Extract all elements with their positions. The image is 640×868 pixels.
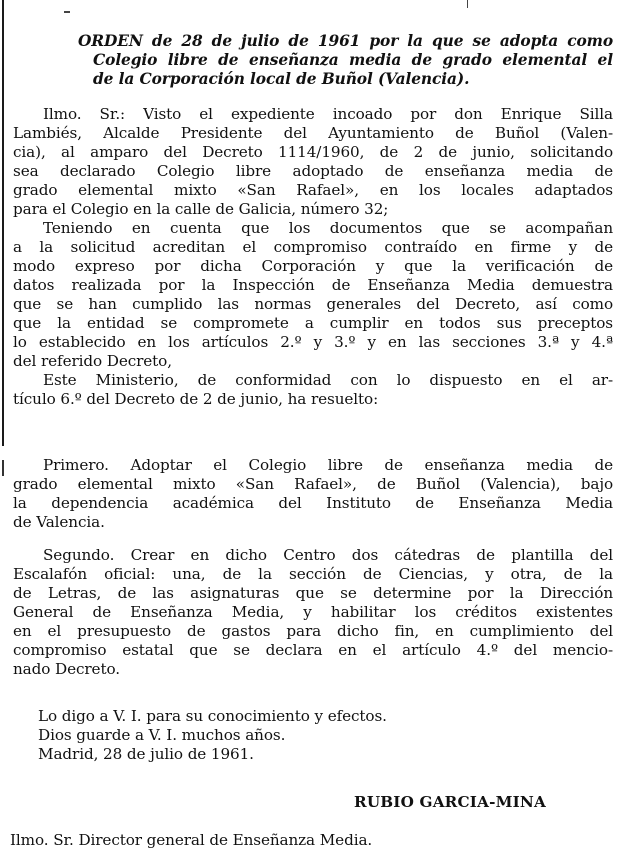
- body-line: nado Decreto.: [13, 660, 120, 678]
- body-line: Lambiés, Alcalde Presidente del Ayuntamiento de Buñol (Valen-: [13, 124, 613, 142]
- signature: RUBIO GARCIA-MINA: [354, 793, 546, 811]
- body-line: de Valencia.: [13, 513, 105, 531]
- order-title-line: de la Corporación local de Buñol (Valencia).: [93, 70, 470, 88]
- body-line: a la solicitud acreditan el compromiso contraído en firme y de: [13, 238, 613, 256]
- body-line: cia), al amparo del Decreto 1114/1960, de 2 de junio, solicitando: [13, 143, 613, 161]
- body-line: que la entidad se compromete a cumplir en todos sus preceptos: [13, 314, 613, 332]
- body-line: de Letras, de las asignaturas que se determine por la Dirección: [13, 584, 613, 602]
- body-line: Primero. Adoptar el Colegio libre de enseñanza media de: [43, 456, 613, 474]
- body-line: compromiso estatal que se declara en el artículo 4.º del mencio-: [13, 641, 613, 659]
- closing-line: Lo digo a V. I. para su conocimiento y efectos.: [38, 707, 387, 725]
- body-line: Ilmo. Sr.: Visto el expediente incoado por don Enrique Silla: [43, 105, 613, 123]
- body-line: Segundo. Crear en dicho Centro dos cátedras de plantilla del: [43, 546, 613, 564]
- body-line: para el Colegio en la calle de Galicia, número 32;: [13, 200, 389, 218]
- order-title-line: Colegio libre de enseñanza media de grado elemental el: [93, 51, 613, 69]
- body-line: grado elemental mixto «San Rafael», en los locales adaptados: [13, 181, 613, 199]
- body-line: tículo 6.º del Decreto de 2 de junio, ha resuelto:: [13, 390, 379, 408]
- addressee: Ilmo. Sr. Director general de Enseñanza Media.: [10, 831, 373, 849]
- body-line: datos realizada por la Inspección de Enseñanza Media demuestra: [13, 276, 613, 294]
- order-title-line: ORDEN de 28 de julio de 1961 por la que se adopta como: [78, 32, 613, 50]
- body-line: General de Enseñanza Media, y habilitar los créditos existentes: [13, 603, 613, 621]
- print-mark: [64, 11, 70, 13]
- body-line: Escalafón oficial: una, de la sección de Ciencias, y otra, de la: [13, 565, 613, 583]
- body-line: en el presupuesto de gastos para dicho fin, en cumplimiento del: [13, 622, 613, 640]
- body-line: modo expreso por dicha Corporación y que la verificación de: [13, 257, 613, 275]
- body-line: Teniendo en cuenta que los documentos que se acompañan: [43, 219, 613, 237]
- print-mark: [467, 0, 468, 8]
- column-rule: [2, 0, 4, 446]
- body-line: del referido Decreto,: [13, 352, 172, 370]
- column-rule-fragment: [2, 460, 4, 476]
- body-line: que se han cumplido las normas generales del Decreto, así como: [13, 295, 613, 313]
- body-line: sea declarado Colegio libre adoptado de enseñanza media de: [13, 162, 613, 180]
- body-line: la dependencia académica del Instituto de Enseñanza Media: [13, 494, 613, 512]
- body-line: lo establecido en los artículos 2.º y 3.º y en las secciones 3.ª y 4.ª: [13, 333, 613, 351]
- closing-line: Madrid, 28 de julio de 1961.: [38, 745, 254, 763]
- body-line: grado elemental mixto «San Rafael», de Buñol (Valencia), bajo: [13, 475, 613, 493]
- closing-line: Dios guarde a V. I. muchos años.: [38, 726, 286, 744]
- body-line: Este Ministerio, de conformidad con lo dispuesto en el ar-: [43, 371, 613, 389]
